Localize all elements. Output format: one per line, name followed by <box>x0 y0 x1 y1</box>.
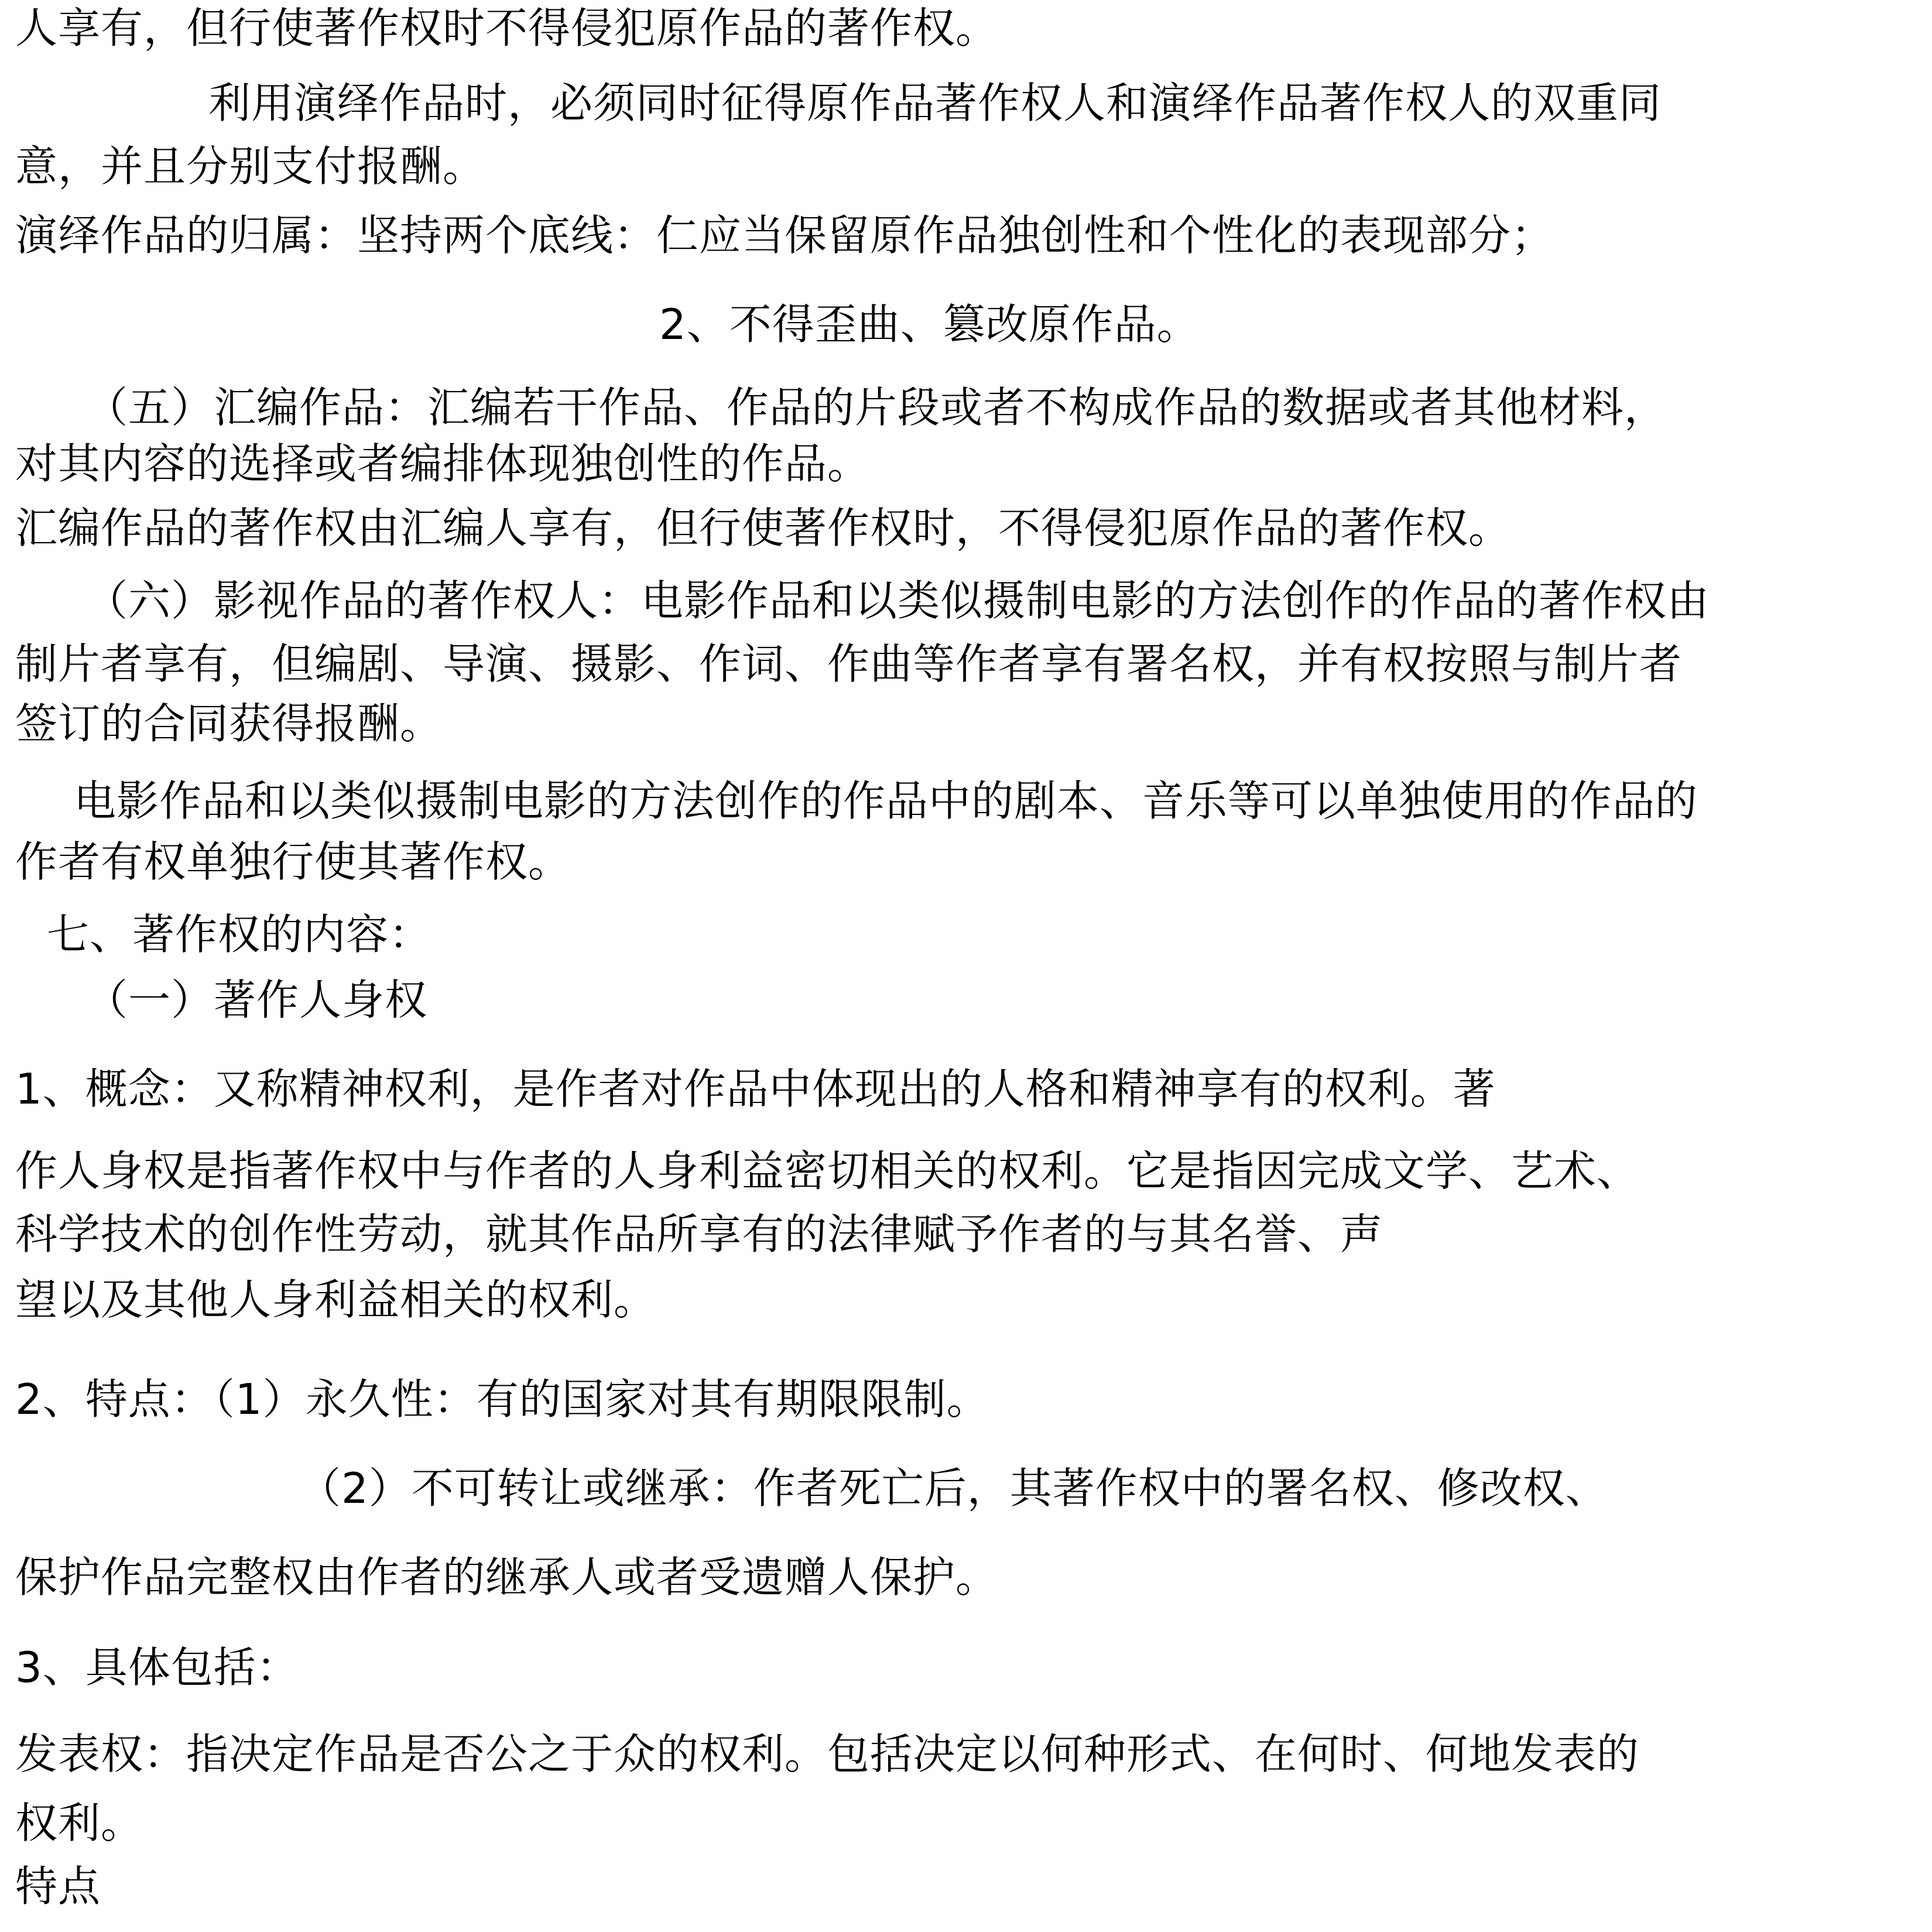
text-line-3: 意，并且分别支付报酬。 <box>15 142 486 191</box>
text-line-16: 1、概念：又称精神权利，是作者对作品中体现出的人格和精神享有的权利。著 <box>15 1064 1496 1114</box>
text-line-20: 2、特点：（1）永久性：有的国家对其有期限限制。 <box>15 1375 989 1424</box>
text-line-1: 人享有，但行使著作权时不得侵犯原作品的著作权。 <box>15 4 999 53</box>
text-line-2: 利用演绎作品时，必须同时征得原作品著作权人和演绎作品著作权人的双重同 <box>208 78 1662 128</box>
text-line-15: （一）著作人身权 <box>85 975 428 1025</box>
text-line-25: 权利。 <box>15 1799 144 1848</box>
text-line-18: 科学技术的创作性劳动，就其作品所享有的法律赋予作者的与其名誉、声 <box>15 1210 1383 1259</box>
text-line-19: 望以及其他人身利益相关的权利。 <box>15 1275 657 1324</box>
text-line-8: 汇编作品的著作权由汇编人享有，但行使著作权时，不得侵犯原作品的著作权。 <box>15 503 1512 553</box>
text-line-4: 演绎作品的归属：坚持两个底线：仁应当保留原作品独创性和个性化的表现部分； <box>15 211 1554 260</box>
text-line-6: （五）汇编作品：汇编若干作品、作品的片段或者不构成作品的数据或者其他材料， <box>85 383 1667 432</box>
text-line-22: 保护作品完整权由作者的继承人或者受遗赠人保护。 <box>15 1553 999 1602</box>
text-line-10: 制片者享有，但编剧、导演、摄影、作词、作曲等作者享有署名权，并有权按照与制片者 <box>15 639 1683 688</box>
text-line-23: 3、具体包括： <box>15 1643 299 1692</box>
text-line-12: 电影作品和以类似摄制电影的方法创作的作品中的剧本、音乐等可以单独使用的作品的 <box>74 776 1698 825</box>
text-line-26: 特点 <box>15 1862 101 1911</box>
text-line-21: （2）不可转让或继承：作者死亡后，其著作权中的署名权、修改权、 <box>299 1464 1608 1513</box>
text-line-5: 2、不得歪曲、篡改原作品。 <box>659 300 1200 349</box>
text-line-13: 作者有权单独行使其著作权。 <box>15 837 571 886</box>
text-line-9: （六）影视作品的著作权人：电影作品和以类似摄制电影的方法创作的作品的著作权由 <box>85 576 1710 625</box>
text-line-14: 七、著作权的内容： <box>47 910 432 959</box>
text-line-24: 发表权：指决定作品是否公之于众的权利。包括决定以何种形式、在何时、何地发表的 <box>15 1729 1640 1779</box>
text-line-11: 签订的合同获得报酬。 <box>15 699 443 748</box>
text-line-17: 作人身权是指著作权中与作者的人身利益密切相关的权利。它是指因完成文学、艺术、 <box>15 1146 1640 1195</box>
text-line-7: 对其内容的选择或者编排体现独创性的作品。 <box>15 439 871 488</box>
